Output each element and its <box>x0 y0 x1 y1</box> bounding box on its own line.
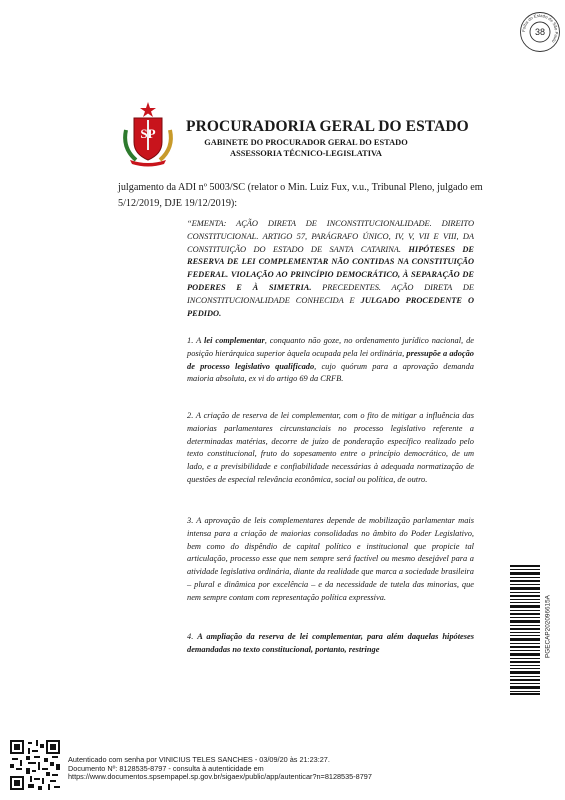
ementa-item-4 <box>187 631 474 657</box>
header-title: PROCURADORIA GERAL DO ESTADO <box>186 118 469 135</box>
item4-bold-b: A ampliação da reserva de lei complementar, para além daquelas hipóteses demandadas no texto constitucional, portanto, restringe <box>187 632 475 654</box>
header-subtitle <box>186 138 426 159</box>
authentication-footer <box>68 756 498 782</box>
ementa-text-2: PRECEDENTES. AÇÃO DIRETA DE INCONSTITUCIONALIDADE CONHECIDA E <box>187 282 474 305</box>
item1-text-e: , cujo quórum para a aprovação demanda maioria absoluta, ex vi do artigo 69 da CRFB. <box>187 361 474 384</box>
qr-code-icon[interactable] <box>10 740 60 790</box>
ementa-item-3: 3. A aprovação de leis complementares depende de mobilização parlamentar mais intensa para a criação de maiorias consolidadas no âmbito do Poder Legislativo, bem como do dispêndio de capital político e institucional que propicie tal articulação, processo esse que nem sempre será factível ou mesmo desejável para a atividade legislativa ordinária, diante da realidade que marca a sociedade brasileira – plural e dinâmica por excelência – e da necessidade de tutela das minorias, que nem sempre contam com representação política expressiva. <box>187 516 474 602</box>
side-barcode-icon <box>510 565 540 695</box>
ementa-item-2: 2. A criação de reserva de lei complementar, com o fito de mitigar a influência das maiorias parlamentares circunstanciais no processo legislativo referente a determinadas matérias, decorre de juízo de ponderação específico realizado pelo texto constitucional, fruto do sopesamento entre o princípio democrático, de um lado, e a previsibilidade e confiabilidade necessárias à adequada normatização de questões de especial relevância econômica, social ou política, de outro. <box>187 411 474 484</box>
header-subtitle-line2: ASSESSORIA TÉCNICO-LEGISLATIVA <box>230 148 382 158</box>
header-subtitle-line1: GABINETE DO PROCURADOR GERAL DO ESTADO <box>204 138 408 147</box>
item1-text-a: 1. A <box>187 336 205 345</box>
ementa-bold-1: HIPÓTESES DE RESERVA DE LEI COMPLEMENTAR NÃO CONTIDAS NA CONSTITUIÇÃO FEDERAL. VIOLAÇÃO AO PRINCÍPIO DEMOCRÁTICO, À SEPARAÇÃO DE PODERES E À SIMETRIA. <box>187 244 474 292</box>
ementa-text-1: “EMENTA: AÇÃO DIRETA DE INCONSTITUCIONALIDADE. DIREITO CONSTITUCIONAL. ARTIGO 57, PARÁGRAFO ÚNICO, IV, V, VII E VIII, DA CONSTITUIÇÃO DO ESTADO DE SANTA CATARINA. <box>187 219 474 254</box>
item1-bold-d: pressupõe a adoção de processo legislativo qualificado <box>187 348 474 371</box>
ementa-paragraph <box>187 218 474 320</box>
footer-line-2: Documento Nº: 8128535-8797 - consulta à autenticidade em <box>68 763 264 773</box>
side-code-label: PGECAP202096615A <box>544 595 552 658</box>
item1-text-c: , conquanto não goze, no ordenamento jurídico nacional, de posição hierárquica superior àquela ocupada pela lei ordinária, <box>187 336 474 358</box>
item1-bold-b: lei complementar <box>204 336 265 345</box>
intro-paragraph: julgamento da ADI nº 5003/SC (relator o Min. Luiz Fux, v.u., Tribunal Pleno, julgado em 5/12/2019, DJE 19/12/2019): <box>118 182 483 209</box>
sao-paulo-coat-of-arms-icon <box>118 100 178 168</box>
svg-text:SP: SP <box>140 126 156 141</box>
footer-verification-link[interactable]: https://www.documentos.spsempapel.sp.gov.br/sigaex/public/app/autenticar?n=8128535-8797 <box>68 772 372 782</box>
page-number: 38 <box>534 27 546 38</box>
ementa-bold-2: JULGADO PROCEDENTE O PEDIDO. <box>187 295 474 318</box>
page-number-stamp <box>519 11 561 53</box>
item4-text-a: 4. <box>187 632 198 641</box>
stamp-ring-text: Folha do Estado de São Paulo <box>520 12 560 44</box>
ementa-item-1 <box>187 335 474 386</box>
footer-line-1: Autenticado com senha por VINICIUS TELES SANCHES - 03/09/20 às 21:23:27. <box>68 755 330 764</box>
